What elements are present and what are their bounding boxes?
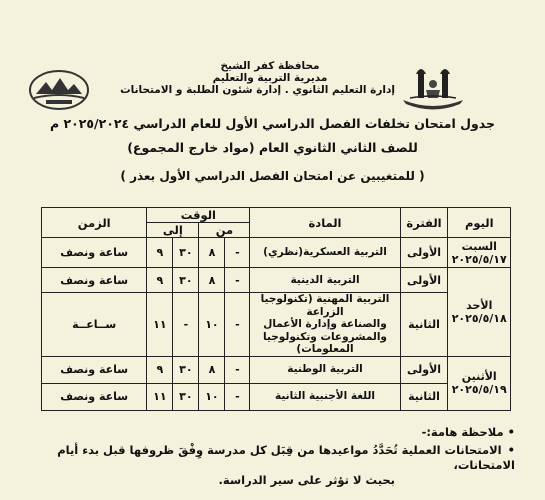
day-name: السبت [461,239,497,253]
header-to: إلى [147,223,199,238]
to-hour: ٩ [147,356,173,383]
subject-cell [250,293,400,357]
table-row [42,356,511,383]
subject-cell: التربية الوطنية [250,356,400,383]
period-cell: الأولى [400,356,448,383]
header-time: الوقت [147,208,250,223]
header-day: اليوم [448,208,511,238]
directorate-name: مديرية التربية والتعليم [212,72,328,84]
from-hour: ١٠ [199,293,225,357]
note-line: بحيث لا تؤثر على سير الدراسة. [218,473,395,487]
subject-cell: التربية الدينية [250,268,400,293]
table-row [42,268,511,293]
from-hour: ٨ [199,268,225,293]
to-minute: ٣٠ [173,383,199,410]
exam-schedule-table [41,207,511,411]
from-minute: - [225,268,250,293]
audience-note: ( للمتغيبين عن امتحان الفصل الدراسي الأول بعذر ) [120,169,425,183]
period-cell: الثانية [400,383,448,410]
subject-cell: التربية العسكرية(نظري) [250,238,400,268]
ministry-logo [398,60,468,112]
period-cell: الثانية [400,293,448,357]
to-hour: ١١ [147,293,173,357]
header-period: الفترة [400,208,448,238]
to-minute: - [173,293,199,357]
to-minute: ٣٠ [173,356,199,383]
from-hour: ١٠ [199,383,225,410]
duration-cell: ساعة ونصف [42,356,147,383]
governorate-logo [28,68,90,110]
subject-line: التربية المهنية (تكنولوجيا الزراعة [260,293,390,318]
to-hour: ٩ [147,268,173,293]
header-block [120,60,395,96]
table-row [42,293,511,357]
table-row [42,238,511,268]
to-hour: ٩ [147,238,173,268]
to-minute: ٣٠ [173,268,199,293]
bullet-icon: • [507,443,515,457]
from-minute: - [225,238,250,268]
note-line [15,443,515,473]
day-cell [448,268,511,357]
department-name: إدارة التعليم الثانوي . إدارة شئون الطلبة و الامتحانات [120,84,395,96]
header-from: من [199,223,250,238]
period-cell: الأولى [400,268,448,293]
from-hour: ٨ [199,356,225,383]
from-minute: - [225,383,250,410]
period-cell: الأولى [400,238,448,268]
day-date: ٢٠٢٥/٥/١٧ [451,252,507,266]
day-cell [448,356,511,410]
to-minute: ٣٠ [173,238,199,268]
grade-subtitle: للصف الثاني الثانوي العام (مواد خارج المجموع) [127,140,418,155]
day-cell [448,238,511,268]
governorate-name: محافظة كفر الشيخ [220,60,320,72]
subject-line: والصناعة وإدارة الأعمال [263,318,387,330]
duration-cell: ساعة ونصف [42,383,147,410]
from-minute: - [225,293,250,357]
duration-cell: ساعة ونصف [42,268,147,293]
day-name: الأحد [466,298,493,312]
header-subject: المادة [250,208,400,238]
to-hour: ١١ [147,383,173,410]
note-text: الامتحانات العملية تُحَدَّدُ مواعيدها من قِبَل كل مدرسة وِفْقَ ظروفها قبل بدء أيام الامتحانات، [57,443,515,472]
from-minute: - [225,356,250,383]
document-title: جدول امتحان تخلفات الفصل الدراسي الأول للعام الدراسي ٢٠٢٥/٢٠٢٤ م [50,116,495,131]
header-duration: الزمن [42,208,147,238]
day-name: الأثنين [461,370,497,383]
day-date: ٢٠٢٥/٥/١٩ [451,383,507,396]
from-hour: ٨ [199,238,225,268]
notes-section [15,425,515,488]
subject-line: والمشروعات وتكنولوجيا المعلومات) [263,330,387,355]
table-row [42,383,511,410]
duration-cell: ســاعــة [42,293,147,357]
duration-cell: ساعة ونصف [42,238,147,268]
notes-heading: • ملاحظة هامة:- [421,425,515,439]
day-date: ٢٠٢٥/٥/١٨ [451,311,507,325]
subject-cell: اللغة الأجنبية الثانية [250,383,400,410]
